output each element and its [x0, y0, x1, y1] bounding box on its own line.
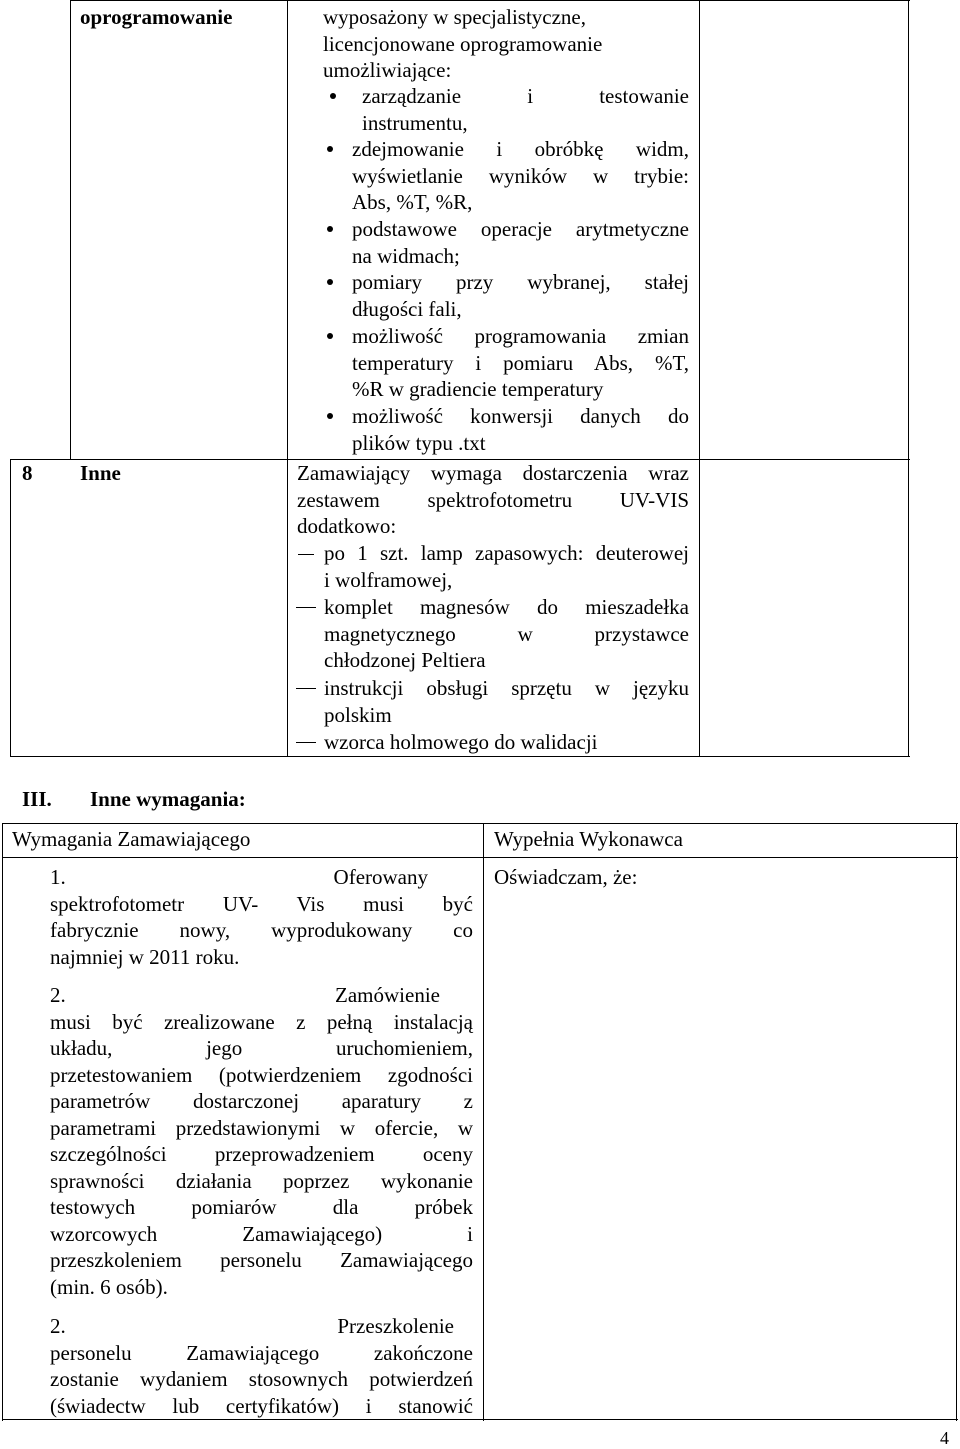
requirement-line: fabrycznie nowy, wyprodukowany co	[50, 918, 473, 942]
top-table-col2-border	[287, 0, 288, 757]
row7-bullet-line: instrumentu,	[362, 110, 468, 135]
page-number: 4	[940, 1428, 949, 1448]
row8-number: 8	[22, 461, 33, 485]
row7-bullet-item	[352, 216, 689, 269]
bullet-dot-icon	[327, 279, 333, 285]
row8-intro	[297, 460, 689, 540]
top-table-col1-border	[70, 0, 71, 460]
dash-icon	[296, 688, 316, 689]
requirement-line: szczególności przeprowadzeniem oceny	[50, 1142, 473, 1166]
row7-bullet-item	[362, 83, 689, 136]
row7-bullet-item	[352, 403, 689, 456]
req-table-header-divider	[2, 857, 958, 858]
row8-intro-line: dodatkowo:	[297, 514, 397, 538]
req-para2-first: 2. Zamówienie	[50, 983, 440, 1007]
req-right-header: Wypełnia Wykonawca	[494, 827, 683, 851]
top-table-col3-border	[699, 0, 700, 757]
row8-dash-item	[324, 729, 689, 756]
requirement-line: parametrów dostarczonej aparatury z	[50, 1089, 473, 1113]
row7-intro	[323, 4, 689, 84]
section-title: Inne wymagania:	[90, 787, 246, 811]
row8-dash-line: komplet magnesów do mieszadełka	[324, 595, 689, 619]
dash-icon	[296, 607, 316, 608]
row7-intro-line: umożliwiające:	[323, 58, 452, 82]
bullet-dot-icon	[330, 93, 336, 99]
row8-intro-line: zestawem spektrofotometru UV-VIS	[297, 487, 689, 512]
req-table-top-border	[2, 823, 958, 824]
row8-intro-line: Zamawiający wymaga dostarczenia wraz	[297, 461, 689, 485]
row7-bullet-line: temperatury i pomiaru Abs, %T,	[352, 350, 689, 375]
row8-dash-item	[324, 675, 689, 728]
row7-bullet-line: możliwość konwersji danych do	[352, 404, 689, 428]
requirement-line: spektrofotometr UV- Vis musi być	[50, 891, 473, 916]
requirement-line: układu, jego uruchomieniem,	[50, 1036, 473, 1060]
requirement-line: przetestowaniem (potwierdzeniem zgodności	[50, 1062, 473, 1087]
requirement-line: personelu Zamawiającego zakończone	[50, 1340, 473, 1365]
row7-bullet-item	[352, 323, 689, 403]
row8-dash-line: i wolframowej,	[324, 567, 453, 592]
row8-dash-line: instrukcji obsługi sprzętu w języku	[324, 676, 689, 700]
bullet-dot-icon	[327, 226, 333, 232]
requirement-paragraph	[50, 1313, 473, 1419]
row7-bullet-line: zarządzanie i testowanie	[362, 84, 689, 108]
row7-bullet-line: %R w gradiencie temperatury	[352, 377, 604, 401]
row8-dash-item	[324, 540, 689, 593]
bullet-dot-icon	[327, 333, 333, 339]
req-para1-first: 1. Oferowany	[50, 865, 428, 889]
requirement-line: najmniej w 2011 roku.	[50, 944, 240, 969]
req-left-header: Wymagania Zamawiającego	[12, 827, 251, 851]
requirement-line: parametrami przedstawionymi w ofercie, w	[50, 1115, 473, 1140]
row7-intro-line: wyposażony w specjalistyczne,	[323, 5, 587, 29]
row8-dash-line: wzorca holmowego do walidacji	[324, 730, 598, 754]
requirement-line	[50, 982, 473, 1009]
req-right-cell: Oświadczam, że:	[494, 865, 638, 889]
requirement-line: musi być zrealizowane z pełną instalacją	[50, 1009, 473, 1034]
bullet-dot-icon	[327, 146, 333, 152]
row8-dash-line: po 1 szt. lamp zapasowych: deuterowej	[324, 541, 689, 565]
top-table-bottom-border	[10, 756, 910, 757]
requirement-paragraph	[50, 982, 473, 1300]
row8-dash-line: polskim	[324, 702, 392, 727]
row7-bullet-line: wyświetlanie wyników w trybie:	[352, 163, 689, 188]
row7-bullet-line: pomiary przy wybranej, stałej	[352, 270, 689, 294]
top-table-left-border	[10, 459, 11, 757]
row8-dash-item	[324, 594, 689, 674]
row7-bullet-line: na widmach;	[352, 243, 460, 268]
row8-dash-line: chłodzonej Peltiera	[324, 648, 486, 672]
row7-bullet-line: możliwość programowania zmian	[352, 324, 689, 348]
requirement-line: zostanie wydaniem stosownych potwierdzeń	[50, 1367, 473, 1391]
req-table-left-border	[2, 823, 3, 1421]
top-table-top-border	[70, 0, 910, 1]
requirement-line: wzorcowych Zamawiającego) i	[50, 1221, 473, 1246]
dash-icon	[296, 742, 316, 743]
row7-bullet-line: plików typu .txt	[352, 430, 486, 455]
req-table-bottom-border	[2, 1419, 958, 1420]
row8-dash-line: magnetycznego w przystawce	[324, 621, 689, 646]
req-para3-first: 2. Przeszkolenie	[50, 1314, 454, 1338]
row7-intro-line: licencjonowane oprogramowanie	[323, 31, 603, 56]
requirement-line: przeszkoleniem personelu Zamawiającego	[50, 1248, 473, 1272]
row7-bullet-item	[352, 269, 689, 322]
requirement-line: (świadectw lub certyfikatów) i stanowić	[50, 1393, 473, 1418]
requirement-line	[50, 1313, 473, 1340]
req-table-right-border	[956, 823, 957, 1421]
row7-bullet-line: podstawowe operacje arytmetyczne	[352, 217, 689, 241]
requirement-paragraph	[50, 864, 473, 970]
row7-label: oprogramowanie	[80, 5, 233, 29]
requirement-line: (min. 6 osób).	[50, 1274, 168, 1299]
requirement-line: sprawności działania poprzez wykonanie	[50, 1168, 473, 1193]
dash-icon	[298, 554, 314, 555]
row7-bullet-line: długości fali,	[352, 296, 462, 321]
requirement-line: testowych pomiarów dla próbek	[50, 1195, 473, 1219]
row7-bullet-line: Abs, %T, %R,	[352, 190, 473, 214]
bullet-dot-icon	[327, 413, 333, 419]
row7-bullet-line: zdejmowanie i obróbkę widm,	[352, 137, 689, 161]
req-table-mid-border	[483, 823, 484, 1421]
row8-label: Inne	[80, 461, 121, 485]
row7-bullet-item	[352, 136, 689, 216]
top-table-right-border	[908, 0, 909, 757]
requirement-line	[50, 864, 473, 891]
section-number: III.	[22, 787, 52, 811]
